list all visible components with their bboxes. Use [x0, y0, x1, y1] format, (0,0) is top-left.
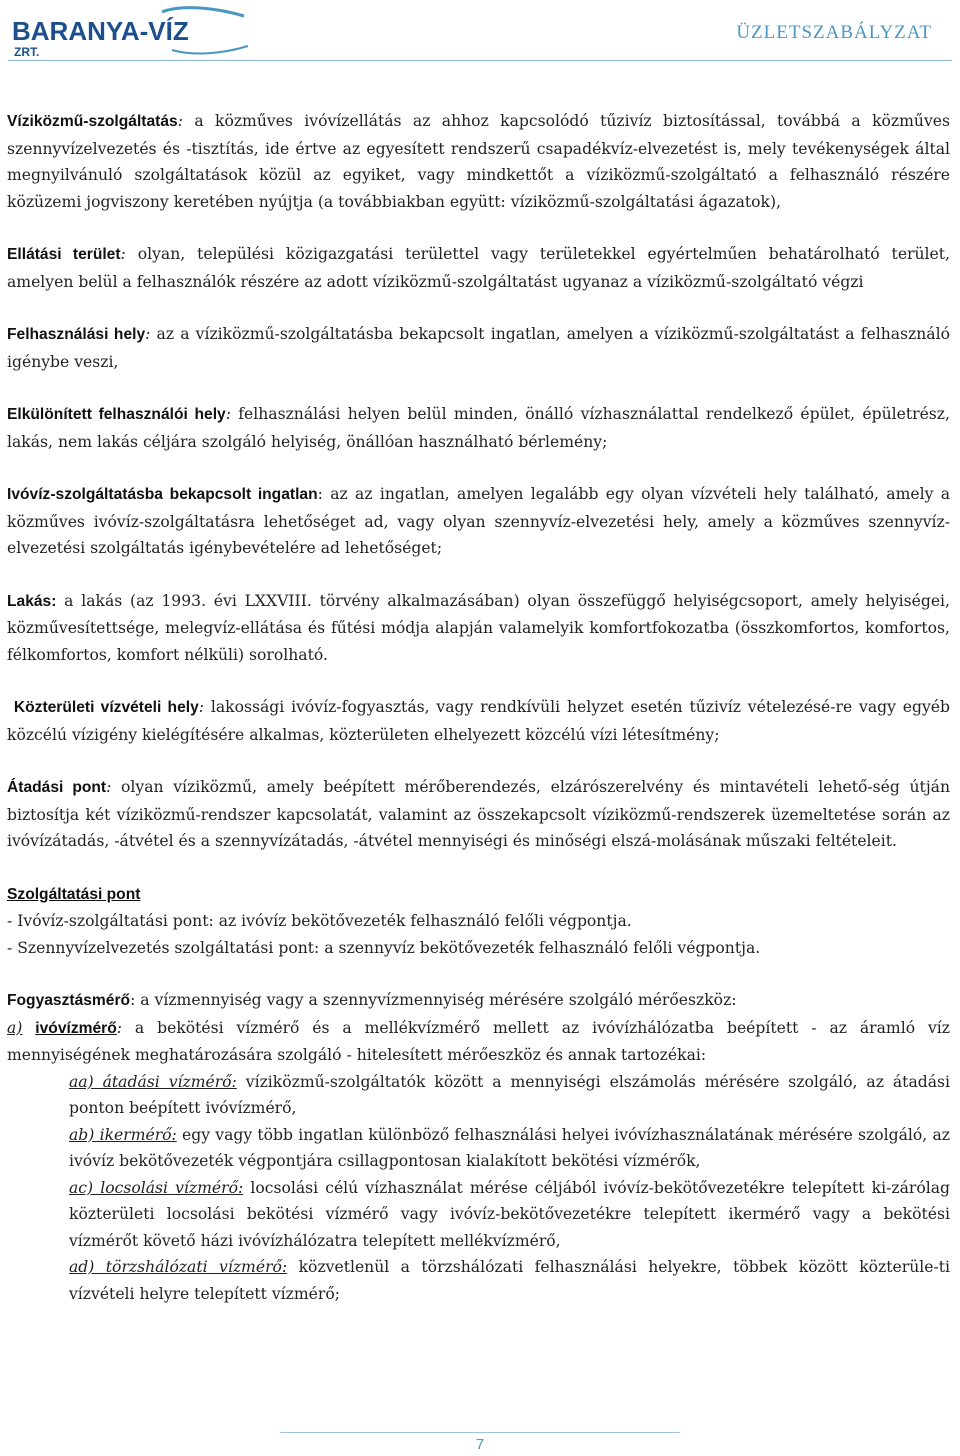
document-title: ÜZLETSZABÁLYZAT	[736, 22, 932, 43]
logo-wordmark: BARANYA-VÍZ	[12, 16, 189, 46]
term: Felhasználási hely	[7, 326, 146, 343]
term: Fogyasztásmérő	[7, 992, 131, 1009]
company-logo	[12, 6, 252, 58]
list-item-torzshalozati-vizmero: ad) törzshálózati vízmérő: közvetlenül a törzshálózati felhasználási helyekre, többek között közterüle-ti vízvételi helyre telepített vízmérő;	[69, 1258, 950, 1303]
definition-kozteruleti-vizveteli-hely: Közterületi vízvételi hely: lakossági ivóvíz-fogyasztás, vagy rendkívüli helyzet esetén tűzivíz vételezésé-re vagy egyéb közcélú vízigény kielégítésére alkalmas, közterületen elhelyezett közcélú vízi létesítmény;	[7, 698, 951, 744]
szolgaltatasi-pont-szennyviz: - Szennyvízelvezetés szolgáltatási pont: a szennyvíz bekötővezeték felhasználó felőli végpontja.	[7, 938, 761, 957]
definition-ellatasi-terulet: Ellátási terület: olyan, települési közigazgatási területtel vagy területekkel egyértelműen behatárolható terület, amelyen belül a felhasználók részére az adott víziközmű-szolgáltatást ugyanaz a víziközmű-szolgáltató végzi	[7, 245, 950, 291]
term: Ellátási terület	[7, 246, 121, 263]
term: Víziközmű-szolgáltatás	[7, 113, 178, 130]
term: Szolgáltatási pont	[7, 885, 141, 903]
definition-szolgaltatasi-pont-title	[7, 881, 950, 909]
footer-divider	[280, 1432, 680, 1433]
logo-graphic	[12, 6, 252, 58]
szolgaltatasi-pont-ivoviz: - Ivóvíz-szolgáltatási pont: az ivóvíz bekötővezeték felhasználó felőli végpontja.	[7, 912, 632, 930]
definition-ivoviz-bekapcsolt-ingatlan: Ivóvíz-szolgáltatásba bekapcsolt ingatlan: az az ingatlan, amelyen legalább egy olyan vízvételi hely található, amely a közműves ivóvíz-szolgáltatásra lehetőséget ad, vagy olyan szennyvíz-elvezetési hely, amely a közműves szennyvíz-elvezetési szolgáltatás igénybevételére ad lehetőséget;	[7, 485, 950, 557]
logo-sub: ZRT.	[14, 45, 40, 58]
definition-atadasi-pont: Átadási pont: olyan víziközmű, amely beépített mérőberendezés, elzárószerelvény és mintavételi lehető-ség útján biztosítja két víziközmű-rendszer kapcsolatát, valamint az összekapcsolt víziközmű-rendszerek üzemeltetése során az ivóvízátadás, -átvétel és a szennyvízátadás, -átvétel mennyiségi és minőségi elszá-molásának műszaki feltételeit.	[7, 778, 950, 850]
page-header	[0, 0, 960, 62]
definition-elkulonitett-felhasznaloi-hely: Elkülönített felhasználói hely: felhasználási helyen belül minden, önálló vízhasználattal rendelkező épület, épületrész, lakás, nem lakás céljára szolgáló helyiség, önállóan használható bérlemény;	[7, 405, 950, 451]
fogyasztasmero-ivovizmero: a) ivóvízmérő: a bekötési vízmérő és a mellékvízmérő mellett az ivóvízhálózatba beépített - az áramló víz mennyiségének meghatározására szolgáló - hitelesített mérőeszköz és annak tartozékai:	[7, 1018, 950, 1064]
definition-lakas: Lakás: a lakás (az 1993. évi LXXVIII. törvény alkalmazásában) olyan összefüggő helyiségcsoport, amely helyiségei, közművesítettsége, melegvíz-ellátása és fűtési módja alapján valamelyik komfortfokozatba (összkomfortos, komfortos, félkomfortos, komfort nélküli) sorolható.	[7, 591, 950, 664]
list-item-ikermero: ab) ikermérő: egy vagy több ingatlan különböző felhasználási helyei ivóvízhasználatának mérésére szolgáló, az ivóvíz bekötővezeték végpontjára csillagpontosan kialakított bekötési vízmérők,	[69, 1125, 950, 1170]
header-divider	[8, 60, 952, 61]
definition-fogyasztasmero: Fogyasztásmérő: a vízmennyiség vagy a szennyvízmennyiség mérésére szolgáló mérőeszköz:	[7, 991, 737, 1009]
term: Ivóvíz-szolgáltatásba bekapcsolt ingatlan	[7, 486, 318, 503]
term: Átadási pont	[7, 779, 107, 796]
term: Elkülönített felhasználói hely	[7, 406, 226, 423]
definition-viziközmu-szolgaltatas: Víziközmű-szolgáltatás: a közműves ivóvízellátás az ahhoz kapcsolódó tűzivíz biztosítással, továbbá a közműves szennyvízelvezetés és -tisztítás, ide értve az egyesített rendszerű csapadékvíz-elvezetést is, mely tevékenységek által megnyilvánuló szolgáltatások közül az egyiket, vagy mindkettőt a víziközmű-szolgáltató a felhasználó részére közüzemi jogviszony keretében nyújtja (a továbbiakban együtt: víziközmű-szolgáltatási ágazatok),	[7, 112, 950, 211]
document-body	[7, 108, 950, 1307]
definition-felhasznalasi-hely: Felhasználási hely: az a víziközmű-szolgáltatásba bekapcsolt ingatlan, amelyen a víziközmű-szolgáltatást a felhasználó igénybe veszi,	[7, 325, 950, 371]
list-item-atadasi-vizmero: aa) átadási vízmérő: víziközmű-szolgáltatók között a mennyiségi elszámolás mérésére szolgáló, az átadási ponton beépített ivóvízmérő,	[69, 1072, 951, 1117]
term: Lakás:	[7, 592, 57, 610]
term: Közterületi vízvételi hely	[13, 699, 199, 716]
list-item-locsolasi-vizmero: ac) locsolási vízmérő: locsolási célú vízhasználat mérése céljából ivóvíz-bekötővezetékre telepített ki-zárólag közterületi locsolási bekötési vízmérő vagy ivóvíz-bekötővezetékre telepített ikermérő vagy a bekötési vízmérőt követő házi ivóvízhálózatra telepített mellékvízmérő,	[69, 1178, 950, 1250]
page-number: 7	[475, 1436, 485, 1453]
